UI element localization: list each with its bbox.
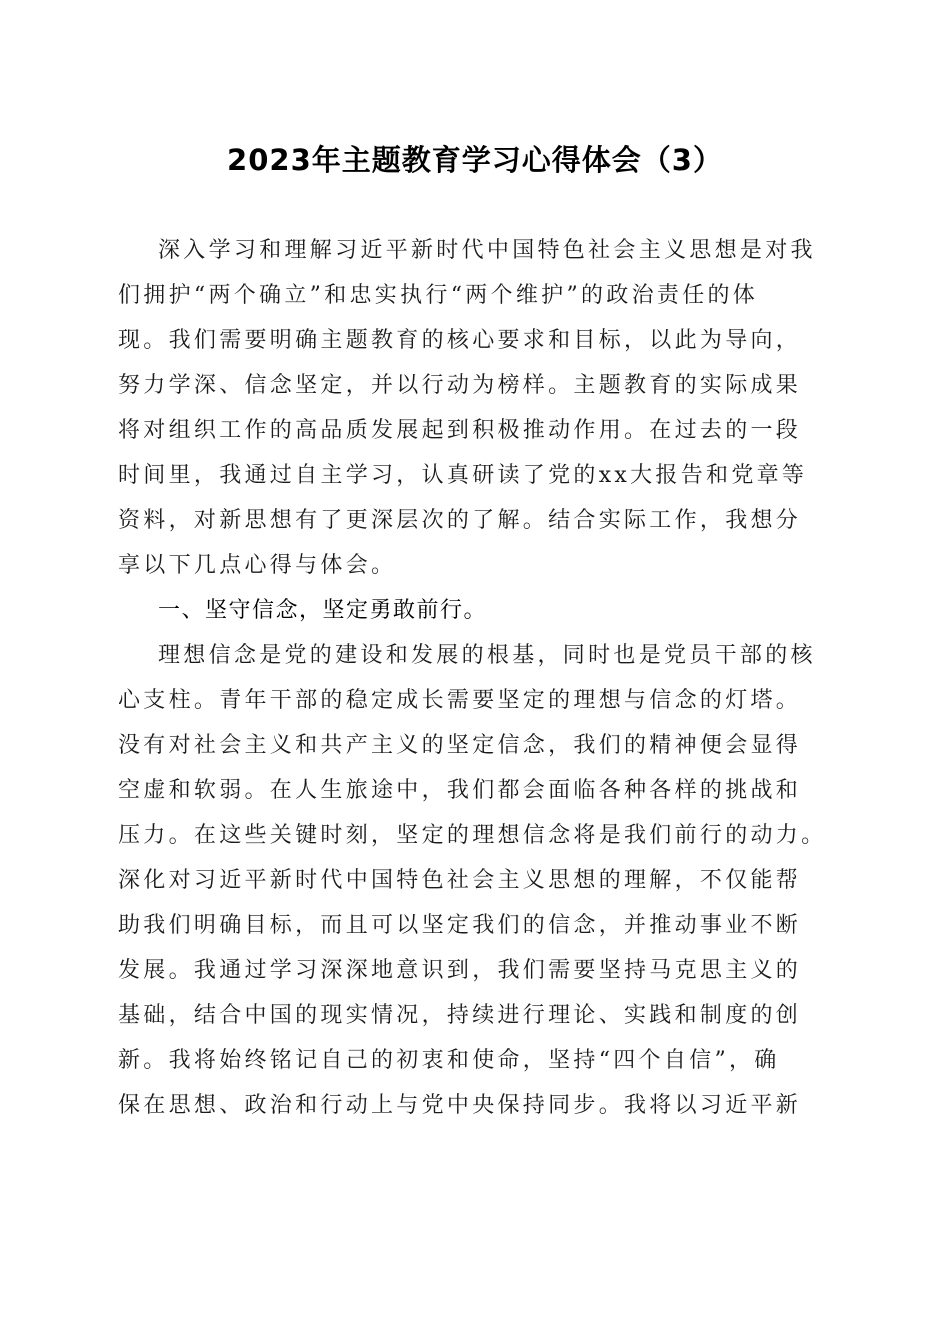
section-heading-1: 一、坚守信念，坚定勇敢前行。 [158, 598, 488, 623]
paragraph-2-line-3: 没有对社会主义和共产主义的坚定信念，我们的精神便会显得 [118, 733, 802, 758]
document-title: 2023年主题教育学习心得体会（3） [227, 143, 723, 177]
paragraph-1-line-7: 资料，对新思想有了更深层次的了解。结合实际工作，我想分 [118, 508, 802, 533]
paragraph-2-line-11: 保在思想、政治和行动上与党中央保持同步。我将以习近平新 [118, 1093, 802, 1118]
paragraph-1-line-6: 时间里，我通过自主学习，认真研读了党的xx大报告和党章等 [118, 463, 808, 488]
paragraph-2-line-7: 助我们明确目标，而且可以坚定我们的信念，并推动事业不断 [118, 913, 802, 938]
paragraph-2-line-2: 心支柱。青年干部的稳定成长需要坚定的理想与信念的灯塔。 [118, 688, 802, 713]
paragraph-1-line-2: 们拥护“两个确立”和忠实执行“两个维护”的政治责任的体 [118, 283, 759, 308]
paragraph-1-line-4: 努力学深、信念坚定，并以行动为榜样。主题教育的实际成果 [118, 373, 802, 398]
paragraph-2-line-4: 空虚和软弱。在人生旅途中，我们都会面临各种各样的挑战和 [118, 778, 802, 803]
paragraph-1-line-5: 将对组织工作的高品质发展起到积极推动作用。在过去的一段 [118, 418, 802, 443]
paragraph-2-line-10: 新。我将始终铭记自己的初衷和使命，坚持“四个自信”，确 [118, 1048, 780, 1073]
paragraph-2-line-6: 深化对习近平新时代中国特色社会主义思想的理解，不仅能帮 [118, 868, 802, 893]
paragraph-2-line-8: 发展。我通过学习深深地意识到，我们需要坚持马克思主义的 [118, 958, 802, 983]
paragraph-1-line-3: 现。我们需要明确主题教育的核心要求和目标，以此为导向， [118, 328, 802, 353]
paragraph-1-line-8: 享以下几点心得与体会。 [118, 553, 397, 578]
paragraph-2-line-1: 理想信念是党的建设和发展的根基，同时也是党员干部的核 [158, 643, 816, 668]
paragraph-2-line-5: 压力。在这些关键时刻，坚定的理想信念将是我们前行的动力。 [118, 823, 827, 848]
paragraph-2-line-9: 基础，结合中国的现实情况，持续进行理论、实践和制度的创 [118, 1003, 802, 1028]
paragraph-1-line-1: 深入学习和理解习近平新时代中国特色社会主义思想是对我 [158, 238, 816, 263]
